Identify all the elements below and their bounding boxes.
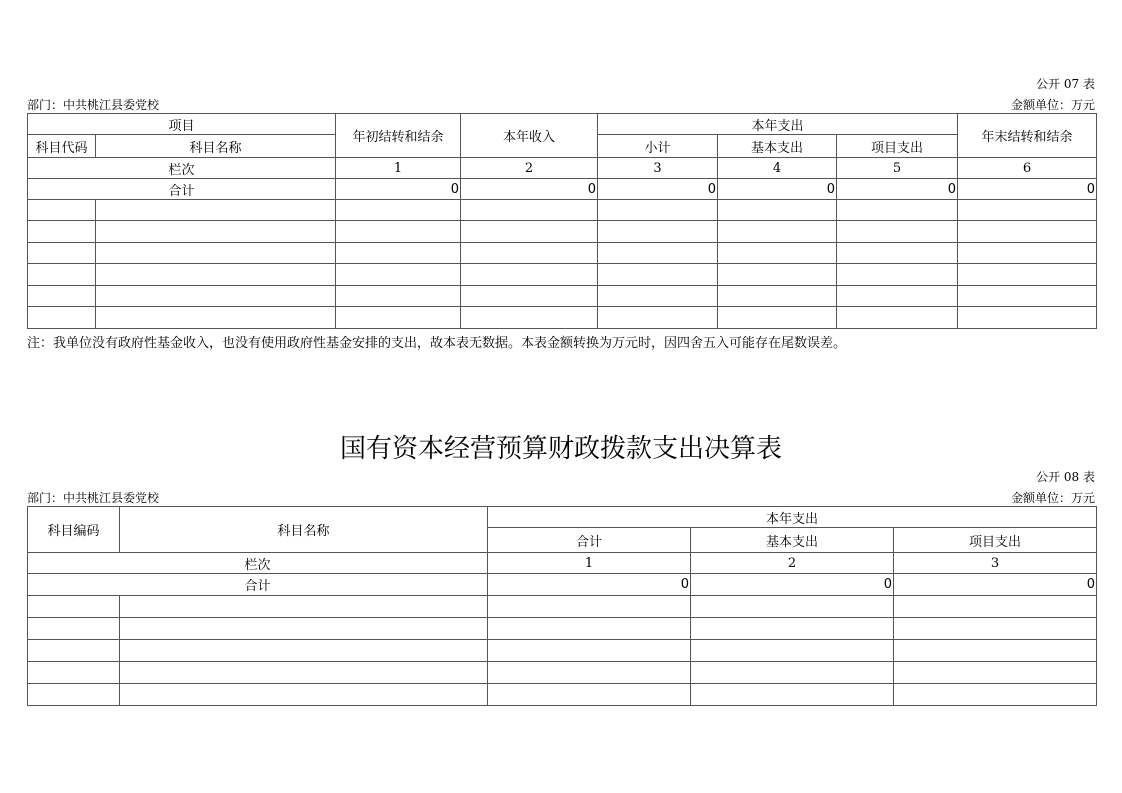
total-value: 0: [336, 179, 461, 200]
table-row: [28, 640, 1097, 662]
table-row: [28, 684, 1097, 706]
table2-code: 公开 08 表: [1036, 470, 1095, 484]
total-label: 合计: [28, 574, 488, 596]
table1-code: 公开 07 表: [1036, 77, 1095, 91]
table-row: [28, 286, 1097, 307]
col-index: 4: [718, 158, 837, 179]
header-basic: 基本支出: [691, 528, 894, 553]
header-subject-code: 科目编码: [28, 507, 120, 553]
total-value: 0: [837, 179, 958, 200]
header-total: 合计: [488, 528, 691, 553]
table-row: [28, 596, 1097, 618]
header-end-balance: 年末结转和结余: [958, 114, 1097, 158]
header-project: 项目: [28, 114, 336, 135]
total-value: 0: [958, 179, 1097, 200]
table-row: [28, 307, 1097, 329]
table2: [27, 506, 1096, 706]
total-value: 0: [691, 574, 894, 596]
col-index: 2: [461, 158, 598, 179]
header-income: 本年收入: [461, 114, 598, 158]
header-subtotal: 小计: [598, 135, 718, 158]
table-row: [28, 618, 1097, 640]
table1: [27, 113, 1096, 329]
total-value: 0: [718, 179, 837, 200]
table-row: [28, 264, 1097, 286]
header-basic: 基本支出: [718, 135, 837, 158]
table1-unit: 金额单位：万元: [1010, 98, 1095, 112]
column-index-row: [28, 158, 1097, 179]
table-row: [28, 200, 1097, 221]
total-value: 0: [894, 574, 1097, 596]
total-value: 0: [598, 179, 718, 200]
table-row: [28, 221, 1097, 243]
header-project-exp: 项目支出: [837, 135, 958, 158]
col-index: 1: [336, 158, 461, 179]
total-row: [28, 574, 1097, 596]
total-value: 0: [461, 179, 598, 200]
header-subject-code: 科目代码: [28, 135, 96, 158]
col-index: 2: [691, 553, 894, 574]
table2-department: 部门：中共桃江县委党校: [27, 491, 160, 505]
header-begin-balance: 年初结转和结余: [336, 114, 461, 158]
header-expense: 本年支出: [598, 114, 958, 135]
col-index: 1: [488, 553, 691, 574]
table1-department: 部门：中共桃江县委党校: [27, 98, 160, 112]
col-index: 3: [598, 158, 718, 179]
col-index: 3: [894, 553, 1097, 574]
col-index: 5: [837, 158, 958, 179]
column-index-label: 栏次: [28, 553, 488, 574]
table-row: [28, 662, 1097, 684]
table1-note: 注：我单位没有政府性基金收入，也没有使用政府性基金安排的支出，故本表无数据。本表金额转换为万元时，因四舍五入可能存在尾数误差。: [27, 336, 847, 351]
header-expense: 本年支出: [488, 507, 1097, 528]
header-subject-name: 科目名称: [120, 507, 488, 553]
header-subject-name: 科目名称: [96, 135, 336, 158]
table2-title: 国有资本经营预算财政拨款支出决算表: [339, 434, 782, 464]
column-index-row: [28, 553, 1097, 574]
table2-unit: 金额单位：万元: [1010, 491, 1095, 505]
total-value: 0: [488, 574, 691, 596]
table-row: [28, 243, 1097, 264]
header-project-exp: 项目支出: [894, 528, 1097, 553]
total-row: [28, 179, 1097, 200]
column-index-label: 栏次: [28, 158, 336, 179]
col-index: 6: [958, 158, 1097, 179]
total-label: 合计: [28, 179, 336, 200]
